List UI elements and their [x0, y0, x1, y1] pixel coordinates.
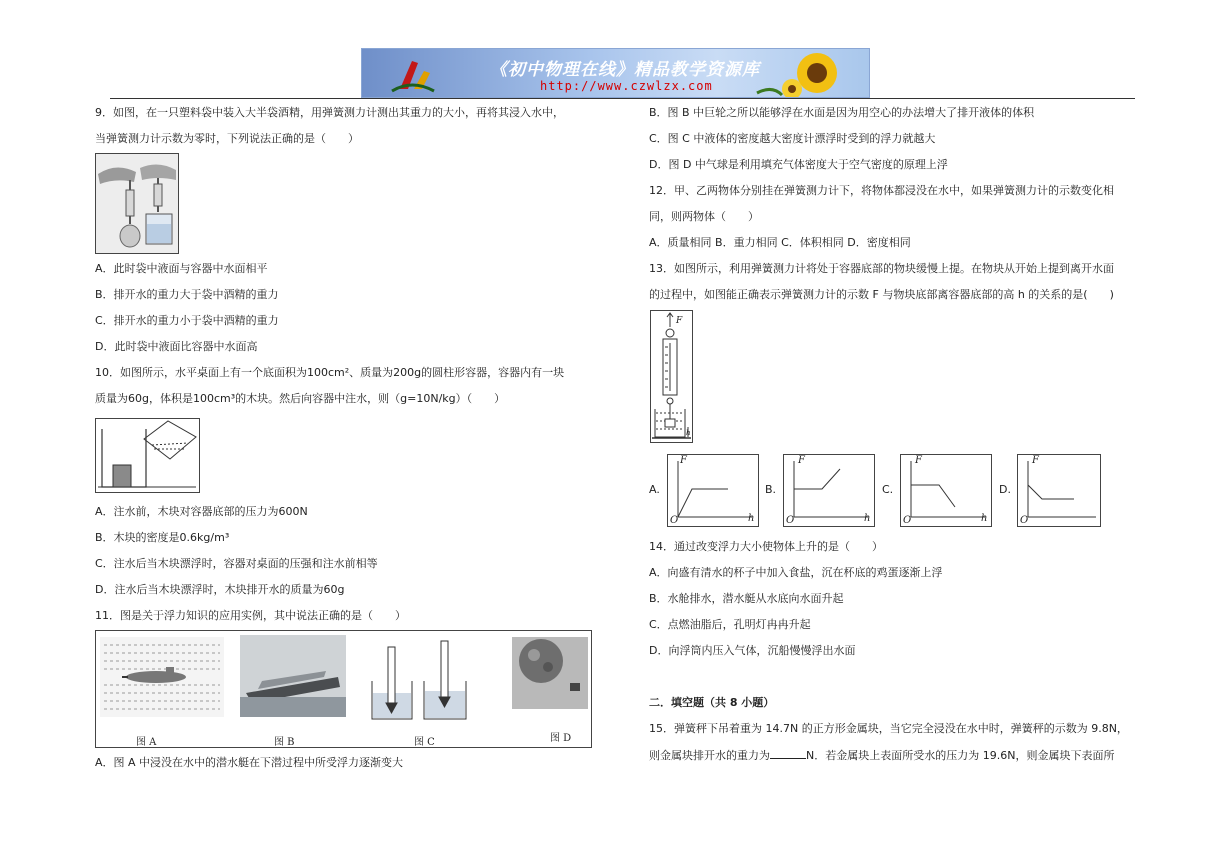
q9-option-d: D．此时袋中液面比容器中水面高: [95, 340, 258, 353]
q12-options: A．质量相同 B．重力相同 C．体积相同 D．密度相同: [649, 236, 911, 249]
q13-graph-c-h: h: [981, 513, 988, 524]
q14-stem: 14．通过改变浮力大小使物体上升的是（ ）: [649, 540, 883, 553]
q10-option-c: C．注水后当木块漂浮时，容器对桌面的压强和注水前相等: [95, 557, 378, 570]
q14-option-c: C．点燃油脂后，孔明灯冉冉升起: [649, 618, 811, 631]
q13-graph-b-f: F: [798, 455, 805, 466]
q10-option-a: A．注水前，木块对容器底部的压力为600N: [95, 505, 308, 518]
q13-graph-c-f: F: [915, 455, 922, 466]
q15-line-1: 15．弹簧秤下吊着重为 14.7N 的正方形金属块，当它完全浸没在水中时，弹簧秤的示数为 9.8N，: [649, 722, 1128, 735]
q13-apparatus-figure: [650, 310, 693, 443]
q15-answer-blank[interactable]: [770, 748, 806, 759]
q12-stem-1: 12．甲、乙两物体分别挂在弹簧测力计下，将物体都浸没在水中，如果弹簧测力计的示数变化相: [649, 184, 1114, 197]
q9-option-b: B．排开水的重力大于袋中酒精的重力: [95, 288, 279, 301]
header-banner: [361, 48, 870, 98]
q13-graph-d: [1017, 454, 1101, 527]
logo-icon: [392, 61, 434, 91]
q11-option-a: A．图 A 中浸没在水中的潜水艇在下潜过程中所受浮力逐渐变大: [95, 756, 404, 769]
q11-fig-label-a: 图 A: [136, 737, 157, 748]
q13-graph-c-o: O: [903, 515, 912, 526]
section-2-title: 二．填空题（共 8 小题）: [649, 696, 775, 709]
ship-figure: [240, 635, 346, 717]
q13-option-b-label: B.: [765, 483, 777, 496]
q10-stem-1: 10．如图所示，水平桌面上有一个底面积为100cm²、质量为200g的圆柱形容器，容器内有一块: [95, 366, 565, 379]
q13-apparatus-h-label: h: [686, 429, 691, 437]
q11-option-b: B．图 B 中巨轮之所以能够浮在水面是因为用空心的办法增大了排开液体的体积: [649, 106, 1035, 119]
q10-option-d: D．注水后当木块漂浮时，木块排开水的质量为60g: [95, 583, 345, 596]
q13-graph-d-o: O: [1020, 515, 1029, 526]
hydrometer-figure: [372, 641, 466, 719]
q11-fig-label-d: 图 D: [550, 733, 572, 744]
q13-graph-b-o: O: [786, 515, 795, 526]
q13-stem-2: 的过程中，如图能正确表示弹簧测力计的示数 F 与物块底部离容器底部的高 h 的关系的是( ): [649, 288, 1114, 301]
q9-stem-1: 9．如图，在一只塑料袋中装入大半袋酒精，用弹簧测力计测出其重力的大小，再将其浸入水中，: [95, 106, 564, 119]
q13-option-d-label: D.: [999, 483, 1011, 496]
balloon-figure: [512, 637, 588, 709]
q15-line-2: [649, 748, 1114, 763]
q9-figure: [95, 153, 179, 254]
q10-stem-2: 质量为60g，体积是100cm³的木块。然后向容器中注水，则（g=10N/kg）（ ）: [95, 392, 506, 405]
q11-figure: [95, 630, 592, 748]
q11-fig-label-c: 图 C: [414, 737, 435, 748]
header-rule: [110, 98, 1135, 99]
q13-graph-b: [783, 454, 875, 527]
q13-apparatus-f-label: F: [676, 316, 683, 326]
q13-graph-b-h: h: [864, 513, 871, 524]
q13-graph-a-h: h: [748, 513, 755, 524]
q9-option-c: C．排开水的重力小于袋中酒精的重力: [95, 314, 279, 327]
q15-line-2-part-a: 则金属块排开水的重力为: [649, 749, 770, 762]
q11-option-d: D．图 D 中气球是利用填充气体密度大于空气密度的原理上浮: [649, 158, 948, 171]
q10-figure: [95, 418, 200, 493]
q13-graph-a-f: F: [680, 455, 687, 466]
q13-graph-d-f: F: [1032, 455, 1039, 466]
q13-option-c-label: C.: [882, 483, 894, 496]
q11-stem: 11．图是关于浮力知识的应用实例，其中说法正确的是（ ）: [95, 609, 406, 622]
q15-line-2-part-b: N．若金属块上表面所受水的压力为 19.6N，则金属块下表面所: [806, 749, 1115, 762]
q14-option-a: A．向盛有清水的杯子中加入食盐，沉在杯底的鸡蛋逐渐上浮: [649, 566, 943, 579]
q14-option-d: D．向浮筒内压入气体，沉船慢慢浮出水面: [649, 644, 856, 657]
q13-graph-a: [667, 454, 759, 527]
q13-graph-c: [900, 454, 992, 527]
q13-option-a-label: A.: [649, 483, 660, 496]
q14-option-b: B．水舱排水，潜水艇从水底向水面升起: [649, 592, 844, 605]
q10-option-b: B．木块的密度是0.6kg/m³: [95, 531, 230, 544]
banner-title: 《初中物理在线》精品教学资源库: [490, 60, 760, 80]
q13-graph-a-o: O: [670, 515, 679, 526]
q9-option-a: A．此时袋中液面与容器中水面相平: [95, 262, 268, 275]
q13-stem-1: 13．如图所示，利用弹簧测力计将处于容器底部的物块缓慢上提。在物块从开始上提到离开水面: [649, 262, 1114, 275]
q9-stem-2: 当弹簧测力计示数为零时，下列说法正确的是（ ）: [95, 132, 359, 145]
banner-url[interactable]: http://www.czwlzx.com: [540, 79, 713, 93]
sunflower-icon: [757, 53, 837, 97]
q11-option-c: C．图 C 中液体的密度越大密度计漂浮时受到的浮力就越大: [649, 132, 936, 145]
submarine-figure: [100, 637, 224, 717]
q12-stem-2: 同，则两物体（ ）: [649, 210, 759, 223]
q11-fig-label-b: 图 B: [274, 737, 295, 748]
